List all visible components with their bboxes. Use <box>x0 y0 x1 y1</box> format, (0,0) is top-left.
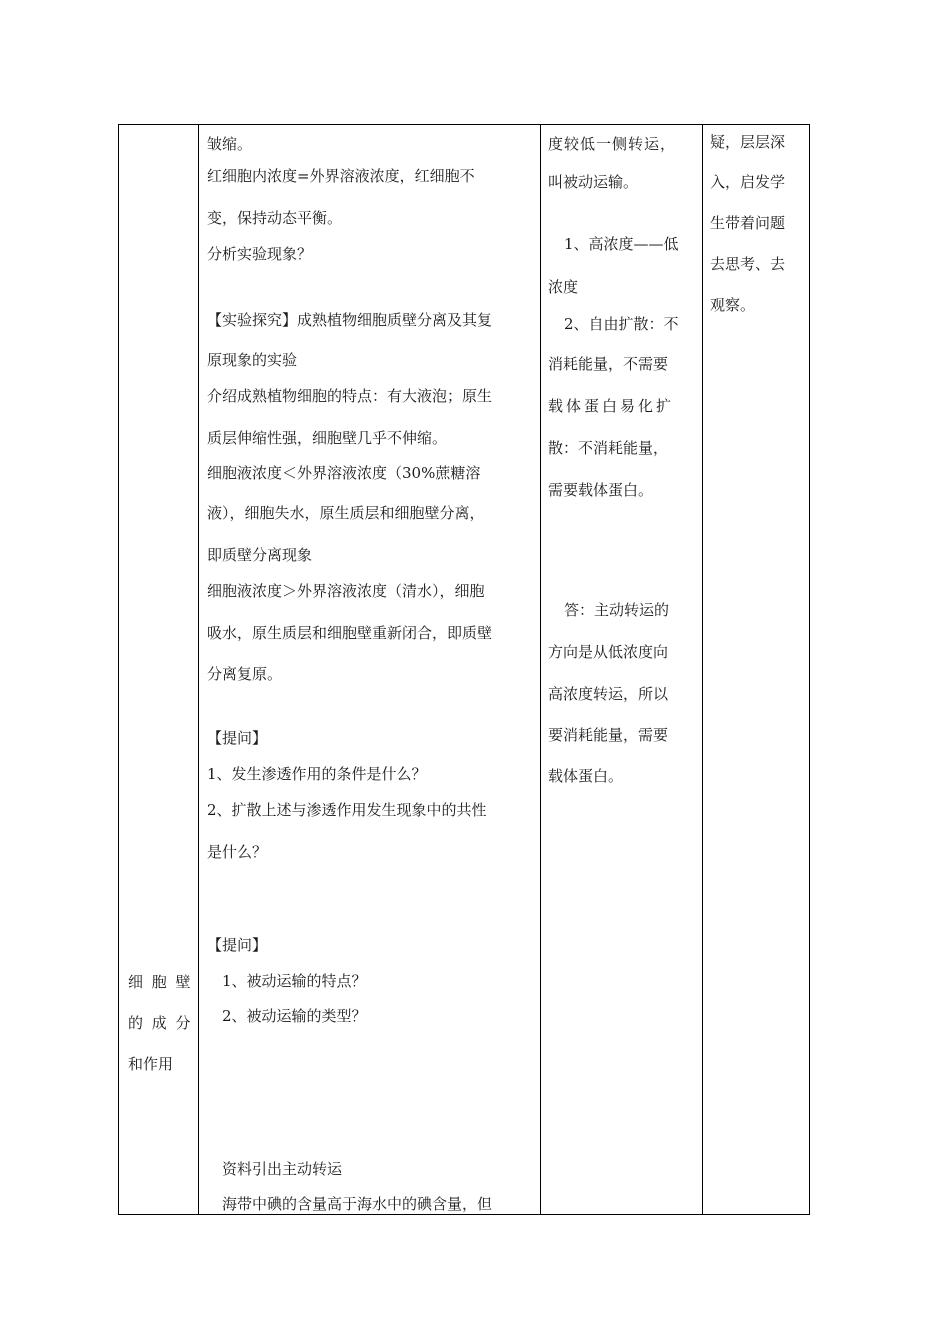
question-heading: 【提问】 <box>207 729 268 747</box>
activity-line: 2、自由扩散：不 <box>564 315 679 333</box>
content-line: 皱缩。 <box>207 135 253 153</box>
design-intent-column <box>702 125 810 1214</box>
activity-line: 载体蛋白。 <box>548 767 624 785</box>
content-line: 即质壁分离现象 <box>207 546 313 564</box>
topic-line: 和作用 <box>128 1055 174 1073</box>
content-line: 液），细胞失水，原生质层和细胞壁分离， <box>207 504 485 522</box>
activity-line: 方向是从低浓度向 <box>548 643 669 661</box>
content-line: 细胞液浓度＜外界溶液浓度（30%蔗糖溶 <box>207 464 481 482</box>
teaching-content-column <box>198 125 540 1214</box>
content-line: 海带中碘的含量高于海水中的碘含量，但 <box>222 1195 493 1213</box>
content-line: 是什么？ <box>207 843 268 861</box>
topic-column <box>119 125 198 1214</box>
intent-line: 生带着问题 <box>710 214 786 232</box>
content-line: 2、被动运输的类型？ <box>222 1007 367 1025</box>
question-heading: 【提问】 <box>207 936 268 954</box>
content-line: 资料引出主动转运 <box>222 1160 343 1178</box>
content-line: 1、发生渗透作用的条件是什么？ <box>207 765 427 783</box>
content-line: 分析实验现象？ <box>207 245 313 263</box>
content-line: 1、被动运输的特点？ <box>222 972 367 990</box>
activity-line: 散：不消耗能量， <box>548 439 669 457</box>
student-activity-column <box>540 125 702 1214</box>
activity-line: 消耗能量，不需要 <box>548 355 669 373</box>
content-line: 2、扩散上述与渗透作用发生现象中的共性 <box>207 801 487 819</box>
content-line: 质层伸缩性强，细胞壁几乎不伸缩。 <box>207 429 448 447</box>
content-line: 吸水，原生质层和细胞壁重新闭合，即质壁 <box>207 624 493 642</box>
intent-line: 入，启发学 <box>710 173 786 191</box>
activity-line: 需要载体蛋白。 <box>548 481 654 499</box>
topic-line: 细 胞 壁 <box>128 973 193 991</box>
content-line: 原现象的实验 <box>207 351 298 369</box>
intent-line: 观察。 <box>710 296 756 314</box>
intent-line: 疑，层层深 <box>710 133 786 151</box>
content-line: 细胞液浓度＞外界溶液浓度（清水），细胞 <box>207 582 485 600</box>
content-line: 【实验探究】成熟植物细胞质壁分离及其复 <box>207 311 493 329</box>
activity-line: 浓度 <box>548 278 579 296</box>
activity-line: 要消耗能量，需要 <box>548 726 669 744</box>
activity-line: 答：主动转运的 <box>564 601 670 619</box>
content-line: 变，保持动态平衡。 <box>207 209 343 227</box>
activity-line: 载体蛋白易化扩 <box>548 397 675 415</box>
activity-line: 叫被动运输。 <box>548 173 639 191</box>
activity-line: 1、高浓度——低 <box>564 235 679 253</box>
activity-line: 度较低一侧转运， <box>548 135 677 153</box>
content-line: 介绍成熟植物细胞的特点：有大液泡；原生 <box>207 387 493 405</box>
content-line: 分离复原。 <box>207 665 283 683</box>
lesson-table <box>118 124 810 1215</box>
intent-line: 去思考、去 <box>710 255 786 273</box>
activity-line: 高浓度转运，所以 <box>548 685 669 703</box>
content-line: 红细胞内浓度=外界溶液浓度，红细胞不 <box>207 167 475 185</box>
topic-line: 的 成 分 <box>128 1014 193 1032</box>
